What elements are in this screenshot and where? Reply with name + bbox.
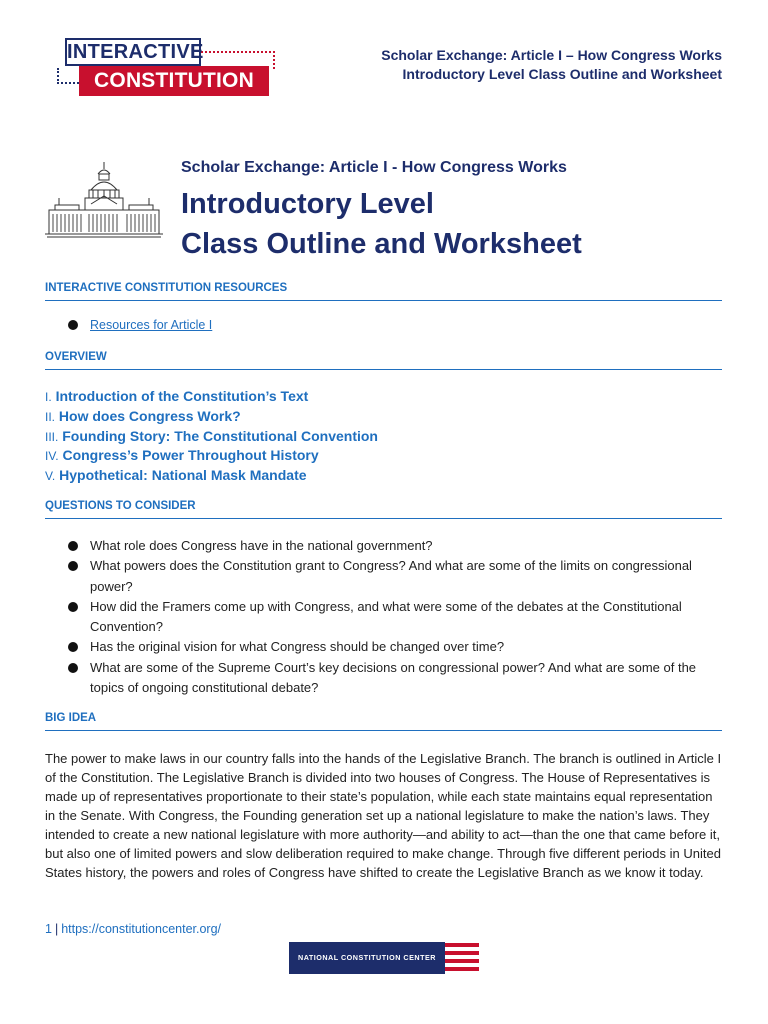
logo-top-text: INTERACTIVE: [65, 38, 201, 66]
footer-url-link[interactable]: https://constitutioncenter.org/: [61, 922, 222, 936]
overview-item-number: I.: [45, 390, 52, 404]
list-item: [68, 637, 728, 657]
doc-title-line-1: Introductory Level: [181, 188, 434, 220]
bullet-icon: [68, 602, 78, 612]
question-text: How did the Framers come up with Congress, and what were some of the debates at the Constitutional Convention?: [90, 598, 682, 635]
doc-title: [181, 184, 582, 264]
overview-heading: OVERVIEW: [45, 351, 722, 370]
question-text: Has the original vision for what Congress should be changed over time?: [90, 639, 505, 655]
overview-item-text: How does Congress Work?: [58, 407, 241, 424]
list-item: [68, 597, 728, 638]
big-idea-paragraph: The power to make laws in our country falls into the hands of the Legislative Branch. The branch is outlined in Article I of the Constitution. The Legislative Branch is divided into two houses of Congress. The House of Representatives is made up of representatives proportionate to their state’s population, while each state maintains equal representation in the Senate. With Congress, the Founding generation set up a national legislature to make the nation’s laws. They intended to create a new national legislature with more authority—and ability to act—than the one that came before it, but also one of limited powers and slow deliberation required to make change. Through five different periods in United States history, the powers and roles of Congress have shifted to create the Legislative Branch as we know it today.: [45, 751, 722, 880]
overview-item-text: Introduction of the Constitution’s Text: [55, 388, 309, 404]
doc-subtitle: Scholar Exchange: Article I - How Congress Works: [181, 159, 567, 176]
overview-item: [45, 387, 378, 407]
footer-separator: |: [54, 922, 59, 936]
bullet-icon: [68, 541, 78, 551]
overview-item-text: Hypothetical: National Mask Mandate: [59, 467, 307, 484]
question-text: What powers does the Constitution grant to Congress? And what are some of the limits on congressional power?: [90, 558, 692, 594]
overview-item-text: Congress’s Power Throughout History: [62, 447, 319, 464]
list-item: [68, 536, 728, 556]
resources-article-i-link[interactable]: Resources for Article I: [90, 318, 213, 332]
bullet-icon: [68, 642, 78, 652]
overview-item: [45, 427, 378, 447]
logo-dotted-line: [273, 51, 275, 69]
question-text: What are some of the Supreme Court’s key decisions on congressional power? And what are some of the topics of ongoing constitutional debate?: [90, 659, 697, 696]
bullet-icon: [68, 561, 78, 571]
header-doc-title: [381, 46, 722, 84]
page-number: 1: [45, 922, 52, 936]
resources-heading: INTERACTIVE CONSTITUTION RESOURCES: [45, 282, 722, 301]
flag-stripes-icon: [445, 942, 479, 974]
list-item: [68, 315, 728, 335]
overview-item: [45, 407, 378, 427]
logo-dotted-line: [57, 82, 79, 84]
overview-item-number: IV.: [45, 449, 59, 464]
overview-list: [45, 387, 378, 486]
resources-list: [68, 315, 728, 335]
capitol-building-icon: [45, 160, 163, 240]
ncc-badge-text: NATIONAL CONSTITUTION CENTER: [289, 942, 445, 974]
overview-item-number: V.: [45, 469, 56, 484]
page-footer: [45, 922, 221, 936]
overview-item: [45, 446, 378, 466]
questions-heading: QUESTIONS TO CONSIDER: [45, 500, 722, 519]
doc-title-line-2: Class Outline and Worksheet: [181, 228, 582, 260]
overview-item-number: II.: [45, 409, 56, 424]
overview-item-number: III.: [45, 429, 59, 444]
bullet-icon: [68, 663, 78, 673]
logo-dotted-line: [201, 51, 275, 53]
overview-item-text: Founding Story: The Constitutional Convention: [62, 427, 378, 444]
header-line-2: Introductory Level Class Outline and Worksheet: [402, 66, 722, 82]
interactive-constitution-logo: [55, 38, 280, 100]
questions-list: [68, 536, 728, 698]
logo-bottom-text: CONSTITUTION: [79, 66, 269, 96]
big-idea-heading: BIG IDEA: [45, 712, 722, 731]
question-text: What role does Congress have in the national government?: [90, 538, 433, 553]
list-item: [68, 658, 728, 699]
header-line-1: Scholar Exchange: Article I – How Congress Works: [381, 47, 722, 63]
bullet-icon: [68, 320, 78, 330]
overview-item: [45, 466, 378, 486]
list-item: [68, 556, 728, 597]
national-constitution-center-logo: [289, 942, 479, 974]
